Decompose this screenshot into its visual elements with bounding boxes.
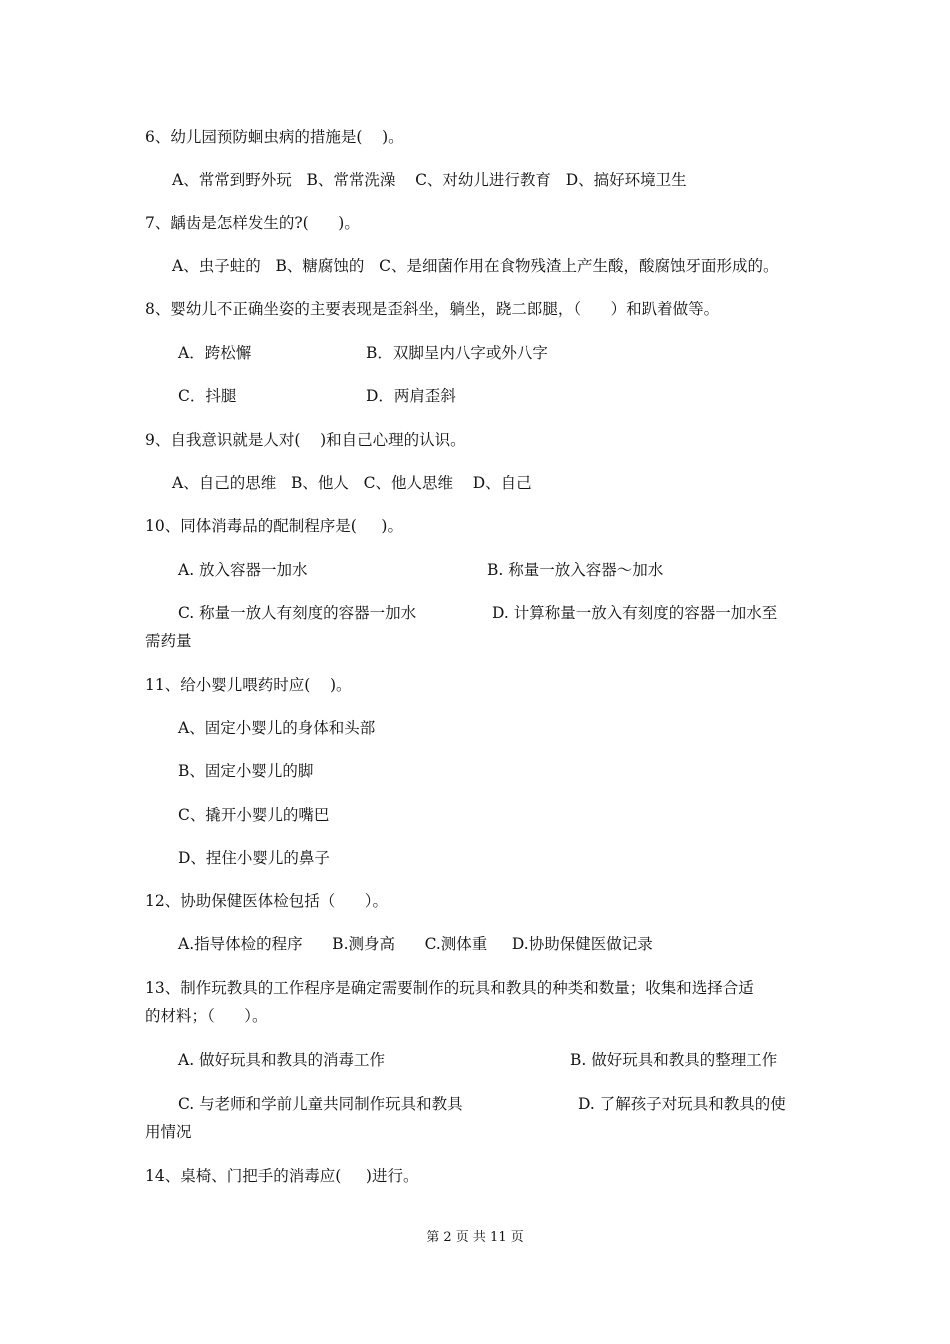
question-11-option-c: C、撬开小婴儿的嘴巴	[178, 806, 330, 824]
page-number-footer: 第 2 页 共 11 页	[426, 1230, 524, 1245]
question-13-option-b: B. 做好玩具和教具的整理工作	[570, 1051, 778, 1069]
question-10-option-d-continued: 需药量	[145, 632, 192, 650]
question-7-options: A、虫子蛀的 B、糖腐蚀的 C、是细菌作用在食物残渣上产生酸，酸腐蚀牙面形成的。	[172, 257, 779, 275]
question-8-option-c: C．抖腿	[178, 387, 237, 405]
question-7-stem: 7、龋齿是怎样发生的?( )。	[145, 214, 360, 232]
question-10-option-b: B. 称量一放入容器～加水	[487, 561, 664, 579]
question-8-option-d: D．两肩歪斜	[366, 387, 456, 405]
question-8-option-a: A．跨松懈	[178, 344, 252, 362]
question-10-option-a: A. 放入容器一加水	[178, 561, 308, 579]
question-13-option-d-continued: 用情况	[145, 1123, 192, 1141]
question-10-option-d: D. 计算称量一放入有刻度的容器一加水至	[492, 604, 778, 622]
question-8-option-b: B．双脚呈内八字或外八字	[366, 344, 548, 362]
question-12-stem: 12、协助保健医体检包括（ ）。	[145, 892, 389, 910]
question-13-option-d: D. 了解孩子对玩具和教具的使	[578, 1095, 786, 1113]
question-13-option-a: A. 做好玩具和教具的消毒工作	[178, 1051, 386, 1069]
question-11-option-d: D、捏住小婴儿的鼻子	[178, 849, 330, 867]
question-11-stem: 11、给小婴儿喂药时应( )。	[145, 676, 352, 694]
question-10-stem: 10、同体消毒品的配制程序是( )。	[145, 517, 403, 535]
question-8-stem: 8、婴幼儿不正确坐姿的主要表现是歪斜坐，躺坐，跷二郎腿，（ ）和趴着做等。	[145, 300, 720, 318]
question-6-options: A、常常到野外玩 B、常常洗澡 C、对幼儿进行教育 D、搞好环境卫生	[172, 171, 687, 189]
question-13-stem-continued: 的材料；（ ）。	[145, 1007, 268, 1025]
question-6-stem: 6、幼儿园预防蛔虫病的措施是( )。	[145, 128, 404, 146]
question-12-options: A.指导体检的程序 B.测身高 C.测体重 D.协助保健医做记录	[178, 935, 653, 953]
question-11-option-a: A、固定小婴儿的身体和头部	[178, 719, 376, 737]
question-13-option-c: C. 与老师和学前儿童共同制作玩具和教具	[178, 1095, 463, 1113]
question-9-options: A、自己的思维 B、他人 C、他人思维 D、自己	[172, 474, 532, 492]
question-10-option-c: C. 称量一放人有刻度的容器一加水	[178, 604, 417, 622]
question-14-stem: 14、桌椅、门把手的消毒应( )进行。	[145, 1167, 419, 1185]
question-13-stem: 13、制作玩教具的工作程序是确定需要制作的玩具和教具的种类和数量；收集和选择合适	[145, 979, 754, 997]
question-9-stem: 9、自我意识就是人对( )和自己心理的认识。	[145, 431, 466, 449]
question-11-option-b: B、固定小婴儿的脚	[178, 762, 314, 780]
